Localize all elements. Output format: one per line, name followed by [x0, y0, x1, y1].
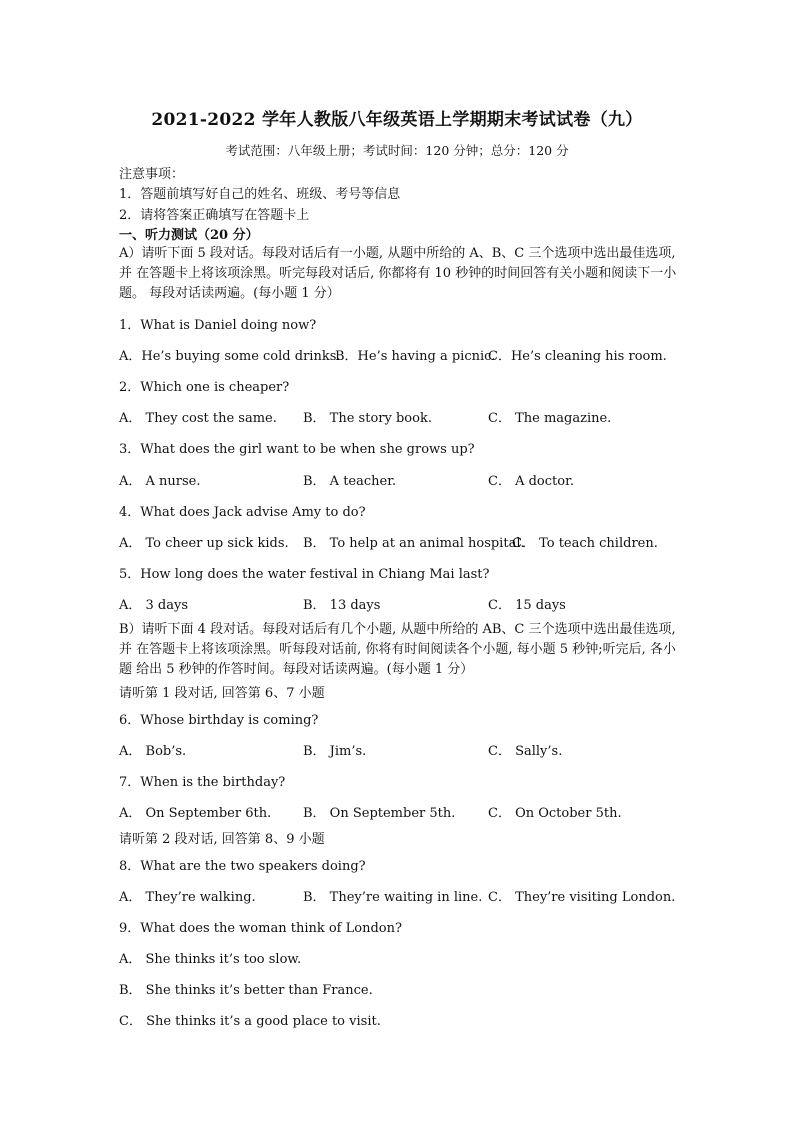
dialogue-note: 请听第 1 段对话, 回答第 6、7 小题: [119, 686, 325, 701]
question-text: 5．How long does the water festival in Chiang Mai last?: [119, 567, 490, 582]
part-a-instructions: A）请听下面 5 段对话。每段对话后有一小题, 从题中所给的 A、B、C 三个选项中选出最佳选项, 并 在答题卡上将该项涂黑。听完每段对话后, 你都将有 10 秒钟的时间回答有关小题和阅读下一小题。 每段对话读两遍。(每小题 1 分）: [119, 246, 677, 301]
note-item: 2．请将答案正确填写在答题卡上: [119, 208, 310, 223]
option-c: C． The magazine.: [488, 411, 612, 426]
dialogue-note: 请听第 2 段对话, 回答第 8、9 小题: [119, 832, 325, 847]
question-text: 8．What are the two speakers doing?: [119, 859, 366, 874]
question-text: 1．What is Daniel doing now?: [119, 318, 317, 333]
option-b: B． The story book.: [303, 411, 432, 426]
option-c: C． 15 days: [488, 598, 566, 613]
option-c: C． On October 5th.: [488, 806, 622, 821]
option-a: A． Bob’s.: [119, 744, 187, 759]
option-a: A． They cost the same.: [119, 411, 277, 426]
option-b: B．He’s having a picnic.: [335, 349, 496, 364]
option-a: A． 3 days: [119, 598, 189, 613]
option-a: A． They’re walking.: [119, 890, 256, 905]
option-c: C．He’s cleaning his room.: [488, 349, 667, 364]
option-c: C． To teach children.: [512, 536, 658, 551]
part-b-instructions: B）请听下面 4 段对话。每段对话后有几个小题, 从题中所给的 AB、C 三个选项中选出最佳选项, 并 在答题卡上将该项涂黑。听每段对话前, 你将有时间阅读各个小题, 每小题 5 秒钟;听完后, 各小题 给出 5 秒钟的作答时间。每段对话读两遍。(每小题 1 分）: [119, 622, 676, 677]
option-b: B． She thinks it’s better than France.: [119, 983, 373, 998]
exam-info: 考试范围：八年级上册；考试时间：120 分钟；总分：120 分: [225, 143, 569, 158]
option-b: B． To help at an animal hospital.: [303, 536, 525, 551]
option-a: A． She thinks it’s too slow.: [119, 952, 302, 967]
option-c: C． Sally’s.: [488, 744, 563, 759]
section-heading: 一、听力测试（20 分）: [119, 228, 259, 243]
question-text: 3．What does the girl want to be when she grows up?: [119, 442, 475, 457]
question-text: 7．When is the birthday?: [119, 775, 286, 790]
option-a: A．He’s buying some cold drinks.: [119, 349, 341, 364]
option-c: C． A doctor.: [488, 474, 574, 489]
question-text: 4．What does Jack advise Amy to do?: [119, 505, 366, 520]
option-a: A． A nurse.: [119, 474, 201, 489]
option-a: A． On September 6th.: [119, 806, 272, 821]
option-b: B． Jim’s.: [303, 744, 367, 759]
page-title: 2021-2022 学年人教版八年级英语上学期期末考试试卷（九）: [151, 110, 643, 130]
option-b: B． They’re waiting in line.: [303, 890, 483, 905]
question-text: 6．Whose birthday is coming?: [119, 713, 319, 728]
option-c: C． They’re visiting London.: [488, 890, 676, 905]
notes-heading: 注意事项：: [119, 167, 185, 182]
option-c: C． She thinks it’s a good place to visit.: [119, 1014, 381, 1029]
question-text: 9．What does the woman think of London?: [119, 921, 402, 936]
question-text: 2．Which one is cheaper?: [119, 380, 290, 395]
option-b: B． On September 5th.: [303, 806, 456, 821]
note-item: 1．答题前填写好自己的姓名、班级、考号等信息: [119, 187, 401, 202]
option-b: B． A teacher.: [303, 474, 397, 489]
option-a: A． To cheer up sick kids.: [119, 536, 289, 551]
option-b: B． 13 days: [303, 598, 381, 613]
